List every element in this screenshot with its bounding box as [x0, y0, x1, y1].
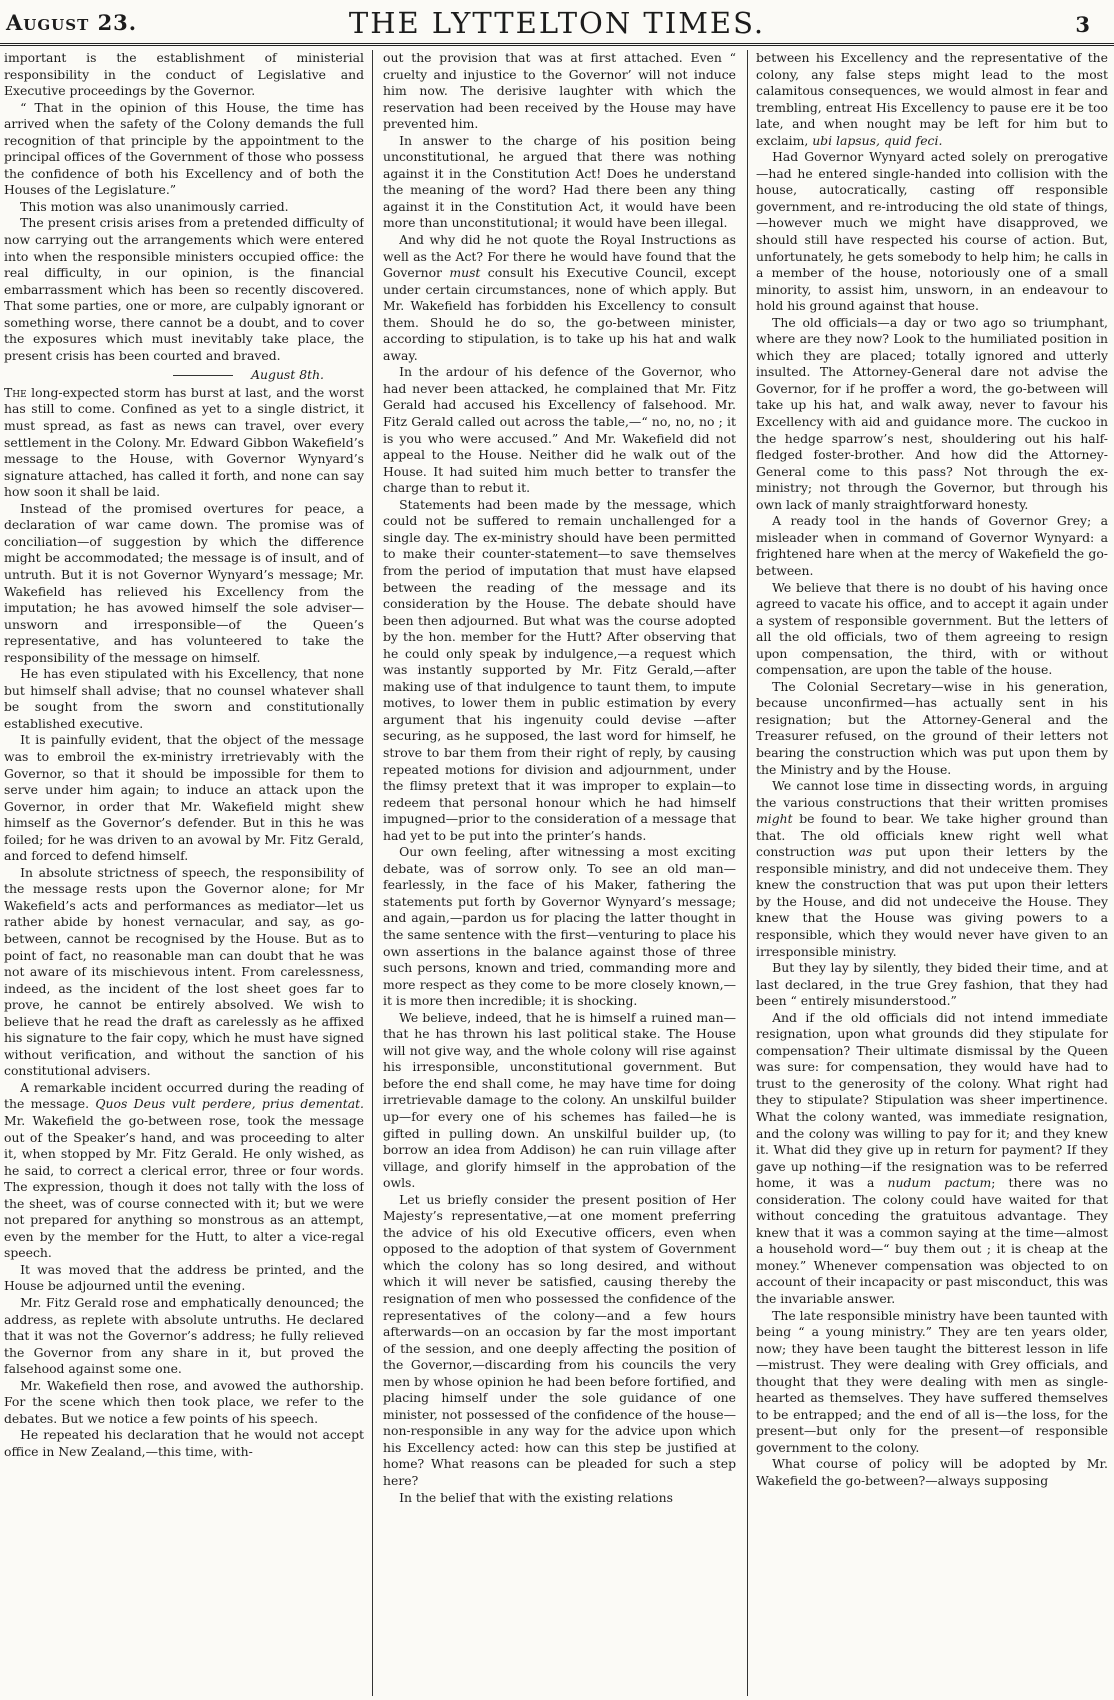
latin-quote: nudum pactum — [887, 1175, 992, 1191]
paragraph: Instead of the promised overtures for peace, a declaration of war came down. The promise was of conciliation—of suggestion by which the difference might be accommodated; the message is of insult, and of untruth. But it is not Governor Wynyard’s message; Mr. Wakefield has relieved his Excellency from the imputation; he has avowed himself the sole adviser—unsworn and irresponsible—of the Queen’s representative, and has volunteered to take the responsibility of the message on himself. — [4, 500, 364, 665]
emphasis: must — [449, 265, 481, 281]
paragraph: The old officials—a day or two ago so triumphant, where are they now? Look to the humiliated position in which they are placed; totally ignored and utterly insulted. The Attorney-General dare not advise the Governor, for if he proffer a word, the go-between will take up his hat, and walk away, never to favour his Excellency with aid and guidance more. The cuckoo in the hedge sparrow’s nest, shouldering out his half-fledged foster-brother. And how did the Attorney-General come to this pass? Not through the ex-ministry; not through the Governor, but through his own lack of manly straightforward honesty. — [756, 314, 1108, 512]
paragraph: important is the establishment of ministerial responsibility in the conduct of Legislative and Executive proceedings by the Governor. — [4, 50, 364, 99]
paragraph: In the ardour of his defence of the Governor, who had never been attacked, he complained that Mr. Fitz Gerald had accused his Excellency of falsehood. Mr. Fitz Gerald called out across the table,—“ no, no, no ; it is you who were accused.” And Mr. Wakefield did not appeal to the House. Neither did he walk out of the House. It had suited him much better to transfer the charge than to rebut it. — [383, 364, 736, 496]
masthead — [0, 0, 1114, 46]
emphasis: might — [756, 811, 793, 827]
paragraph: This motion was also unanimously carried. — [20, 198, 289, 214]
paragraph: Mr. Wakefield then rose, and avowed the authorship. For the scene which then took place, we refer to the debates. But we notice a few points of his speech. — [4, 1377, 364, 1426]
newspaper-title: THE LYTTELTON TIMES. — [348, 6, 766, 40]
paragraph: We believe, indeed, that he is himself a ruined man—that he has thrown his last political stake. The House will not give way, and the whole colony will rise against his irresponsible, unconstitutional government. But before the end shall come, he may have time for doing irretrievable damage to the colony. An unskilful builder up—for every one of his schemes has failed—he is gifted in pulling down. An unskilful builder up, (to borrow an idea from Addison) he can ruin village after village, and glorify himself in the approbation of the owls. — [383, 1009, 736, 1191]
paragraph: The present crisis arises from a pretended difficulty of now carrying out the arrangements which were entered into when the responsible ministers occupied office: the real difficulty, in our opinion, is the financial embarrassment which has been so recently discovered. That some parties, one or more, are culpably ignorant or something worse, there cannot be a doubt, and to cover the exposures which must inevitably take place, the present crisis has been courted and braved. — [4, 215, 364, 363]
paragraph-text: long-expected storm has burst at last, and the worst has still to come. Confined as yet to a single district, it must spread, as fast as news can travel, over every settlement in the Colony. Mr. Edward Gibbon Wakefield’s message to the House, with Governor Wynyard’s signature attached, has called it forth, and none can say how soon it shall be laid. — [4, 384, 364, 500]
paragraph — [383, 232, 736, 364]
paragraph: The late responsible ministry have been taunted with being “ a young ministry.” They are ten years older, now; they have been taught the bitterest lesson in life—mistrust. They were dealing with Grey officials, and thought that they were dealing with men as single-hearted as themselves. They have suffered themselves to be entrapped; and the end of all is—the loss, for the present—but only for the present—of responsible government to the colony. — [756, 1307, 1108, 1455]
issue-date: August 23. — [6, 10, 138, 35]
paragraph: We believe that there is no doubt of his having once agreed to vacate his office, and to accept it again under a system of responsible government. But the letters of all the old officials, two of them agreeing to resign upon compensation, the third, with or without compensation, are upon the table of the house. — [756, 579, 1108, 678]
paragraph — [4, 385, 364, 501]
paragraph — [756, 778, 1108, 960]
paragraph: Statements had been made by the message, which could not be suffered to remain unchallenged for a single day. The ex-ministry should have been permitted to make their counter-statement—to save themselves from the period of imputation that must have elapsed between the reading of the message and its consideration by the House. The debate should have been then adjourned. But what was the course adopted by the hon. member for the Hutt? After observing that he could only speak by indulgence,—a request which was instantly supported by Mr. Fitz Gerald,—after making use of that indulgence to taunt them, to impute motives, to lower them in public estimation by every argument that his ingenuity could devise —after securing, as he supposed, the last word for himself, he strove to bar them from their right of reply, by causing repeated motions for division and adjournment, under the flimsy pretext that it was improper to explain—to redeem that personal honour which he had himself impugned—prior to the consideration of a message that had yet to be put into the printer’s hands. — [383, 496, 736, 843]
paragraph: The Colonial Secretary—wise in his generation, because unconfirmed—has actually sent in his resignation; but the Attorney-General and the Treasurer refused, on the ground of their letters not bearing the construction which was put upon them by the Ministry and by the House. — [756, 678, 1108, 777]
dateline: August 8th. — [4, 367, 364, 384]
lead-word: The — [4, 384, 27, 400]
paragraph: Let us briefly consider the present position of Her Majesty’s representative,—at one moment preferring the advice of his old Executive officers, even when opposed to the adoption of that system of Government which the colony has so long desired, and without which it will never be satisfied, causing thereby the resignation of men who possessed the confidence of the representatives of the colony—and a few hours afterwards—on an occasion by far the most important of the session, and one deeply affecting the position of the Governor,—discarding from his councils the very men by whose opinion he had been before fortified, and placing himself under the sole guidance of one minister, not possessed of the confidence of the house—non-responsible in any way for the advice upon which his Excellency acted: how can this step be justified at home? What reasons can be pleaded for such a step here? — [383, 1191, 736, 1489]
column-1 — [4, 50, 364, 1696]
paragraph: Our own feeling, after witnessing a most exciting debate, was of sorrow only. To see an old man—fearlessly, in the face of his Maker, fathering the statements put forth by Governor Wynyard’s message; and again,—pardon us for placing the latter thought in the same sentence with the first—venturing to place his own assertions in the balance against those of three such persons, known and tried, commanding more and more respect as they come to be more closely known,—it is more then incredible; it is shocking. — [383, 844, 736, 1009]
paragraph: A ready tool in the hands of Governor Grey; a misleader when in command of Governor Wynyard: a frightened hare when at the mercy of Wakefield the go-between. — [756, 513, 1108, 578]
latin-quote: Quos Deus vult perdere, prius dementat. — [95, 1096, 364, 1112]
paragraph: out the provision that was at first attached. Even “ cruelty and injustice to the Governor’ will not induce him now. The derisive laughter with which the reservation had been received by the House may have prevented him. — [383, 50, 736, 132]
paragraph-text: We cannot lose time in dissecting words, in arguing the various constructions that their written promises — [756, 778, 1108, 810]
paragraph: It is painfully evident, that the object of the message was to embroil the ex-ministry irretrievably with the Governor, so that it should be impossible for them to serve under him again; to induce an attack upon the Governor, in order that Mr. Wakefield might shew himself as the Governor’s defender. But in this he was foiled; for he was driven to an avowal by Mr. Fitz Gerald, and forced to defend himself. — [4, 732, 364, 864]
paragraph-text: A remarkable incident occurred during the reading of the message. — [4, 1079, 364, 1112]
column-3 — [756, 50, 1108, 1696]
paragraph-text: Mr. Wakefield the go-between rose, took the message out of the Speaker’s hand, and was proceeding to alter it, when stopped by Mr. Fitz Gerald. He only wished, as he said, to correct a clerical error, three or four words. The expression, though it does not tally with the loss of the sheet, was of course connected with it; but we were not prepared for anything so monstrous as an attempt, even by the member for the Hutt, to alter a vice-regal speech. — [4, 1113, 364, 1261]
quoted-motion: “ That in the opinion of this House, the time has arrived when the safety of the Colony demands the full recognition of that principle by the appointment to the principal offices of the Government of those who possess the confidence of both his Excellency and of both the Houses of the Legislature.” — [4, 99, 364, 198]
paragraph: It was moved that the address be printed, and the House be adjourned until the evening. — [4, 1261, 364, 1294]
paragraph: In absolute strictness of speech, the responsibility of the message rests upon the Governor alone; for Mr Wakefield’s acts and performances as mediator—let us rather abide by honest vernacular, and say, as go-between, cannot be recognised by the House. But as to point of fact, no reasonable man can doubt that he was not aware of its mischievous intent. From carelessness, indeed, as the incident of the lost sheet goes far to prove, he cannot be entirely absolved. We wish to believe that he read the draft as carelessly as he affixed his signature to the fair copy, which he must have signed without verification, and without the sanction of his constitutional advisers. — [4, 864, 364, 1079]
paragraph: In answer to the charge of his position being unconstitutional, he argued that there was nothing against it in the Constitution Act! Does he understand the meaning of the word? Had there been any thing against it in the Constitution Act, it would have been more than unconstitutional; it would have been illegal. — [383, 132, 736, 231]
paragraph — [756, 50, 1108, 149]
paragraph — [756, 1010, 1108, 1308]
paragraph-text: be found to bear. We take higher ground than that. The old officials knew right well what construction — [756, 811, 1108, 860]
paragraph-text: ; there was no consideration. The colony could have waited for that without conceding the gratuitous advantage. They knew that it was a common saying at the time—almost a household word—“ buy them out ; it is cheap at the money.” Whenever compensation was objected to on account of their incapacity or past misconduct, this was the invariable answer. — [756, 1175, 1108, 1307]
page-number: 3 — [1075, 12, 1090, 37]
paragraph-text: between his Excellency and the representative of the colony, any false steps might lead to the most calamitous consequences, we would almost in fear and trembling, entreat His Excellency to pause ere it be too late, and when nought may be left for him but to exclaim, — [756, 50, 1108, 148]
paragraph: He has even stipulated with his Excellency, that none but himself shall advise; that no counsel whatever shall be sought from the sworn and constitutionally established executive. — [4, 666, 364, 731]
paragraph: What course of policy will be adopted by Mr. Wakefield the go-between?—always supposing — [756, 1456, 1108, 1489]
paragraph: But they lay by silently, they bided their time, and at last declared, in the true Grey fashion, that they had been “ entirely misunderstood.” — [756, 960, 1108, 1009]
paragraph-text: consult his Executive Council, except under certain circumstances, none of which apply. But Mr. Wakefield has forbidden his Excellency to consult them. Should he do so, the go-between minister, according to stipulation, is to take up his hat and walk away. — [383, 265, 736, 363]
paragraph-text: put upon their letters by the responsible ministry, and did not undeceive them. They knew the construction that was put upon their letters by the House, and did not undeceive the House. They knew that the House was giving powers to a responsible, which they would never have given to an irresponsible ministry. — [756, 844, 1108, 959]
latin-quote: ubi lapsus, quid feci. — [812, 132, 943, 148]
paragraph: Mr. Fitz Gerald rose and emphatically denounced; the address, as replete with absolute untruths. He declared that it was not the Governor’s address; he fully relieved the Governor from any share in it, but proved the falsehood against some one. — [4, 1295, 364, 1377]
column-2 — [383, 50, 736, 1696]
emphasis: was — [847, 844, 873, 860]
paragraph-text: And why did he not quote the Royal Instructions as well as the Act? For there he would have found that the Governor — [383, 232, 736, 281]
paragraph: Had Governor Wynyard acted solely on prerogative—had he entered single-handed into collision with the house, autocratically, casting off responsible government, and re-introducing the old state of things,—however much we might have disapproved, we should still have respected his course of action. But, unfortunately, he gets somebody to help him; he calls in a member of the house, notoriously one of a small minority, to assist him, unsworn, in an endeavour to hold his ground against that house. — [756, 149, 1108, 314]
paragraph-text: And if the old officials did not intend immediate resignation, upon what grounds did they stipulate for compensation? Their ultimate dismissal by the Queen was sure: for compensation, they would have had to trust to the generosity of the colony. What right had they to stipulate? Stipulation was sheer impertinence. What the colony wanted, was immediate resignation, and the colony was willing to pay for it; and they knew it. What did they give up in return for payment? If they gave up nothing—if the resignation was to be referred home, it was a — [756, 1009, 1108, 1191]
paragraph — [4, 1080, 364, 1262]
article-columns — [4, 50, 1110, 1696]
paragraph: In the belief that with the existing relations — [399, 1489, 673, 1505]
paragraph: He repeated his declaration that he would not accept office in New Zealand,—this time, with- — [4, 1427, 364, 1459]
